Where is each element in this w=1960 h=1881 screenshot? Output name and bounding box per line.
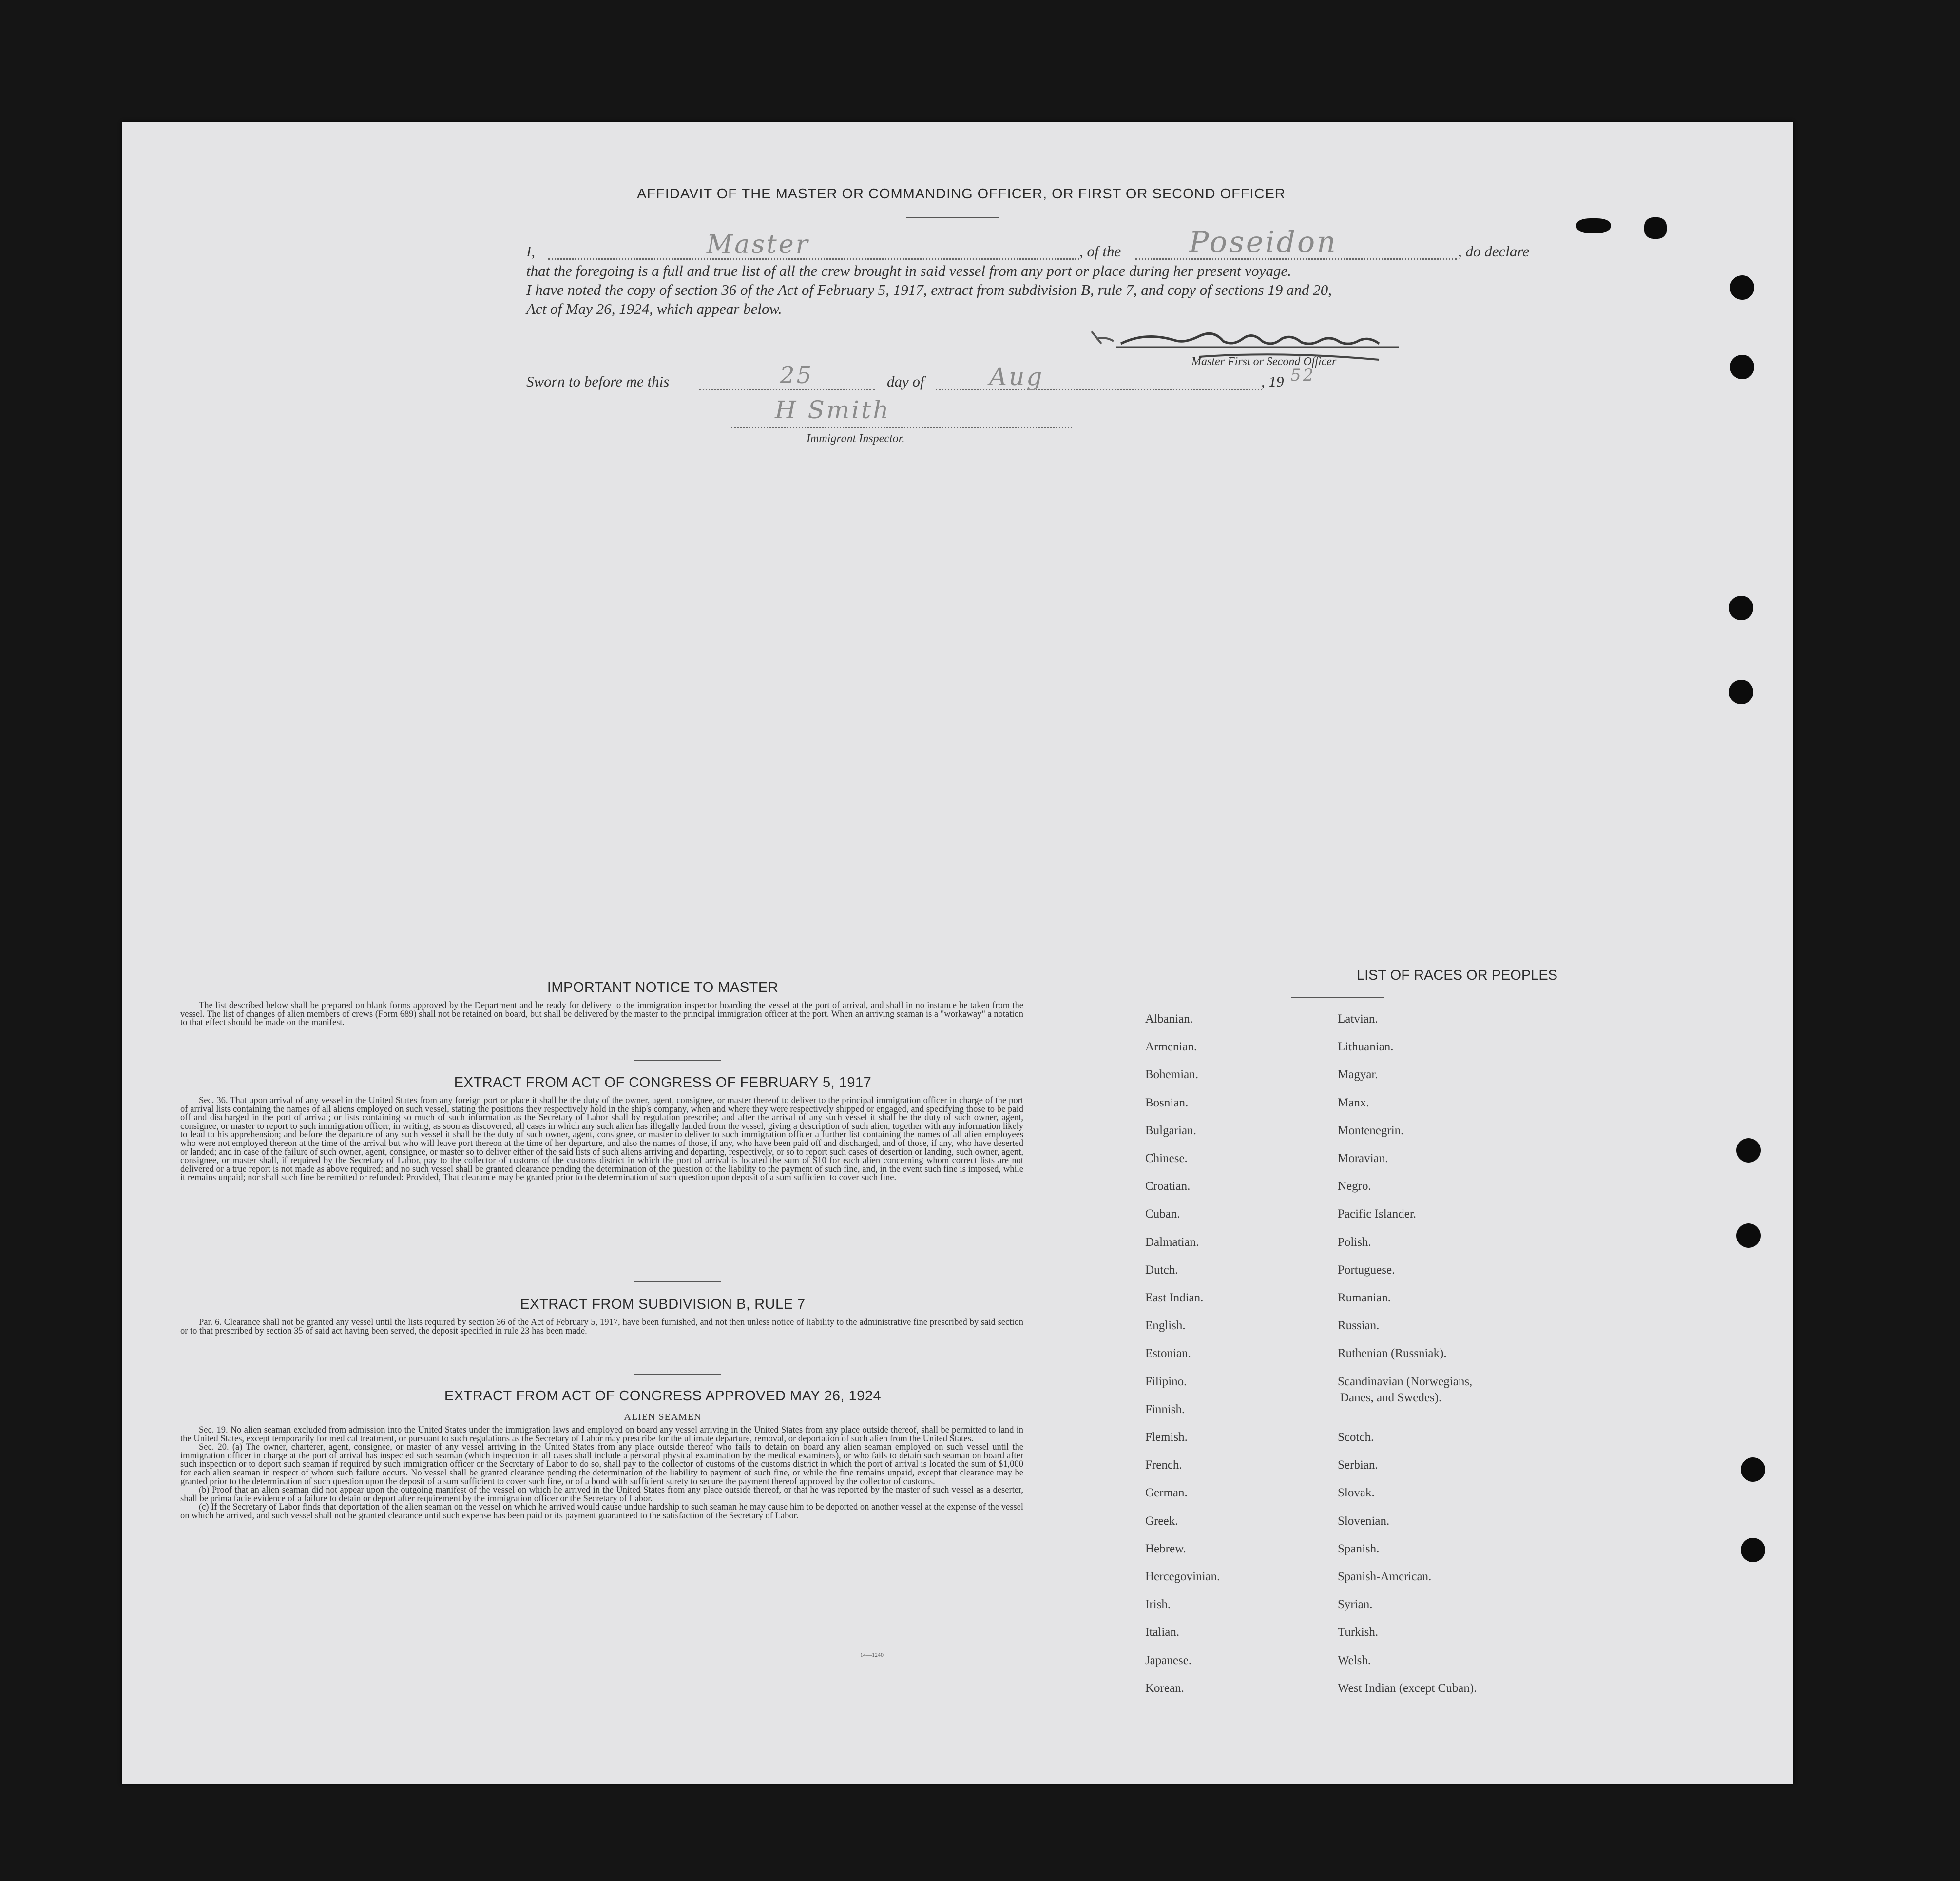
race-item: Greek. (1145, 1514, 1178, 1528)
inspector-caption: Immigrant Inspector. (807, 432, 905, 445)
sec20a-paragraph: Sec. 20. (a) The owner, charterer, agent, consignee, or master of any vessel arriving in the United States from any place outside thereof who fails to detain on board any alien seaman employed on such vessel until the immigration officer in charge at the port of arrival has inspected such seaman (which inspection in all cases shall include a personal physical examination by the medical examiners), or who fails to detain such seaman on board after such inspection or to deport such seaman if required by such immigration officer or the Secretary of Labor to do so, shall pay to the collector of customs of the customs district in which the port of arrival is located the sum of $1,000 for each alien seaman in respect of whom such failure occurs. No vessel shall be granted clearance pending the determination of the liability to payment of such fine, or while the fine remains unpaid, except that clearance may be granted prior to the determination of such question upon the deposit of a sum sufficient to cover such fine, or of a bond with sufficient surety to secure the payment thereof approved by the collector of customs. (180, 1442, 1023, 1487)
inspector-signature: H Smith (775, 396, 891, 424)
handwritten-month: Aug (989, 363, 1044, 391)
race-item: Slovak. (1338, 1486, 1375, 1499)
sworn-label: Sworn to before me this (526, 373, 670, 390)
race-item: Albanian. (1145, 1012, 1193, 1026)
punch-hole (1729, 596, 1753, 620)
extract-1917-body (180, 1097, 1023, 1183)
race-item: Bulgarian. (1145, 1124, 1196, 1137)
affidavit-line-4: Act of May 26, 1924, which appear below. (526, 300, 782, 317)
handwritten-vessel: Poseidon (1189, 225, 1338, 259)
race-item: German. (1145, 1486, 1188, 1499)
handwritten-rank: Master (707, 230, 810, 259)
race-item: Lithuanian. (1338, 1040, 1394, 1053)
sec20c-paragraph: (c) If the Secretary of Labor finds that deportation of the alien seaman on the vessel on which he arrived would cause undue hardship to such seaman he may cause him to be deported on another vessel at the expense of the vessel on which he arrived, and such vessel shall not be granted clearance until such expense has been paid or its payment guaranteed to the satisfaction of the Secretary of Labor. (180, 1502, 1023, 1521)
race-item: Hercegovinian. (1145, 1570, 1220, 1583)
race-item: East Indian. (1145, 1291, 1204, 1304)
extract-1924-title: EXTRACT FROM ACT OF CONGRESS APPROVED MAY 26, 1924 (444, 1388, 882, 1404)
notice-body (180, 1002, 1023, 1028)
inspector-blank-line (731, 427, 1072, 428)
race-item: Finnish. (1145, 1403, 1185, 1416)
race-item: Korean. (1145, 1682, 1184, 1695)
do-declare-label: , do declare (1458, 243, 1530, 260)
year-prefix: , 19 (1261, 373, 1284, 390)
race-item: Scandinavian (Norwegians, (1338, 1375, 1473, 1388)
race-item: Irish. (1145, 1598, 1171, 1611)
race-item: Rumanian. (1338, 1291, 1391, 1304)
races-title: LIST OF RACES OR PEOPLES (1356, 968, 1558, 983)
race-item: Pacific Islander. (1338, 1207, 1417, 1221)
punch-hole (1729, 680, 1753, 704)
punch-hole (1741, 1538, 1765, 1562)
race-item: Japanese. (1145, 1654, 1192, 1667)
sec20b-paragraph: (b) Proof that an alien seaman did not appear upon the outgoing manifest of the vessel on which he arrived in the United States from any place outside thereof, or that he was reported by the master of such vessel as a deserter, shall be prima facie evidence of a failure to detain or deport after requirement by the immigration officer or the Secretary of Labor. (180, 1485, 1023, 1504)
handwritten-year: 52 (1290, 366, 1316, 385)
race-item: West Indian (except Cuban). (1338, 1682, 1477, 1695)
race-item: Welsh. (1338, 1654, 1371, 1667)
race-item: Danes, and Swedes). (1340, 1391, 1442, 1404)
race-item: Cuban. (1145, 1207, 1180, 1221)
day-of-label: day of (887, 373, 924, 390)
extract-1917-title: EXTRACT FROM ACT OF CONGRESS OF FEBRUARY 5, 1917 (454, 1075, 872, 1090)
race-item: Turkish. (1338, 1626, 1379, 1639)
race-item: Moravian. (1338, 1152, 1388, 1165)
document-sheet (122, 122, 1793, 1784)
form-number: 14—1240 (860, 1651, 884, 1658)
rank-blank-line (548, 258, 1079, 260)
section-divider (634, 1281, 721, 1282)
punch-hole (1736, 1138, 1761, 1163)
race-item: Dalmatian. (1145, 1236, 1199, 1249)
ink-blot (1576, 218, 1611, 233)
race-item: Magyar. (1338, 1068, 1378, 1081)
race-item: Filipino. (1145, 1375, 1187, 1388)
race-item: Bosnian. (1145, 1096, 1189, 1109)
race-item: Portuguese. (1338, 1263, 1395, 1277)
alien-seamen-subtitle: ALIEN SEAMEN (624, 1412, 702, 1422)
race-item: Bohemian. (1145, 1068, 1199, 1081)
race-item: Chinese. (1145, 1152, 1188, 1165)
race-item: Polish. (1338, 1236, 1371, 1249)
ink-blot (1644, 217, 1667, 239)
race-item: Estonian. (1145, 1347, 1191, 1360)
handwritten-day: 25 (780, 362, 814, 389)
race-item: Syrian. (1338, 1598, 1373, 1611)
races-divider (1291, 997, 1384, 998)
of-the-label: , of the (1079, 243, 1121, 260)
section-divider (634, 1060, 721, 1061)
race-item: Armenian. (1145, 1040, 1197, 1053)
month-blank-line (936, 389, 1262, 390)
race-item: Latvian. (1338, 1012, 1378, 1026)
title-divider (906, 217, 999, 218)
day-blank-line (699, 389, 875, 390)
rule7-title: EXTRACT FROM SUBDIVISION B, RULE 7 (520, 1297, 806, 1312)
race-item: Spanish-American. (1338, 1570, 1432, 1583)
section-36-paragraph: Sec. 36. That upon arrival of any vessel in the United States from any foreign port or place it shall be the duty of the owner, agent, consignee, or master thereof to deliver to the principal immigration officer in charge of the port of arrival lists containing the names of all aliens employed on such vessel, stating the positions they respectively hold in the ship's company, when and where they were respectively shipped or engaged, and specifying those to be paid off and discharged in the port of arrival; or lists containing so much of such information as the Secretary of Labor shall by regulation prescribe; and after the arrival of any such vessel it shall be the duty of such owner, agent, consignee, or master to report to such immigration officer, in writing, as soon as discovered, all cases in which any such alien has illegally landed from the vessel, giving a description of such alien, together with any information likely to lead to his apprehension; and before the departure of any such vessel it shall be the duty of such owner, agent, consignee, or master to deliver to such immigration officer a further list containing the names of all alien employees who were not employed thereon at the time of the arrival but who will leave port thereon at the time of her departure, and also the names of those, if any, who have been paid off and discharged, and of those, if any, who have deserted or landed; and in case of the failure of such owner, agent, consignee, or master so to deliver either of the said lists of such aliens arriving and departing, respectively, or so to report such cases of desertion or landing, such owner, agent, consignee, or master shall, if required by the Secretary of Labor, pay to the collector of customs of the customs district in which the port of arrival is located the sum of $10 for each alien concerning whom correct lists are not delivered or a true report is not made as above required; and no such vessel shall be granted clearance pending the determination of the question of the liability to the payment of such fine, and, in the event such fine is imposed, while it remains unpaid; nor shall such fine be remitted or refunded: Provided, That clearance may be granted prior to the determination of such question upon deposit of a sum sufficient to cover such fine. (180, 1096, 1023, 1183)
race-item: Hebrew. (1145, 1542, 1186, 1555)
officer-caption: Master First or Second Officer (1191, 355, 1337, 368)
notice-paragraph: The list described below shall be prepared on blank forms approved by the Department and be ready for delivery to the immigration inspector boarding the vessel at the port of arrival, and shall in no instance be taken from the vessel. The list of changes of alien members of crews (Form 689) shall not be retained on board, but shall be delivered by the master to the principal immigration officer at the port. When an arriving seaman is a "workaway" a notation to that effect should be made on the manifest. (180, 1001, 1023, 1028)
punch-hole (1736, 1223, 1761, 1248)
race-item: Serbian. (1338, 1458, 1378, 1472)
punch-hole (1730, 275, 1754, 300)
affidavit-title: AFFIDAVIT OF THE MASTER OR COMMANDING OFFICER, OR FIRST OR SECOND OFFICER (637, 186, 1286, 202)
extract-1924-body (180, 1426, 1023, 1521)
race-item: Ruthenian (Russniak). (1338, 1347, 1447, 1360)
par6-paragraph: Par. 6. Clearance shall not be granted any vessel until the lists required by section 36 of the Act of February 5, 1917, have been furnished, and not then unless notice of liability to the administrative fine prescribed by said section or to that prescribed by section 35 of said act having been served, the deposit specified in rule 23 has been made. (180, 1318, 1023, 1336)
section-divider (634, 1374, 721, 1375)
sec19-paragraph: Sec. 19. No alien seaman excluded from admission into the United States under the immigration laws and employed on board any vessel arriving in the United States from any place outside thereof, shall be permitted to land in the United States, except temporarily for medical treatment, or pursuant to such regulations as the Secretary of Labor may prescribe for the ultimate departure, removal, or deportation of such alien from the United States. (180, 1425, 1023, 1444)
punch-hole (1741, 1457, 1765, 1482)
race-item: Spanish. (1338, 1542, 1380, 1555)
affidavit-i-label: I, (526, 243, 536, 260)
affidavit-line-3: I have noted the copy of section 36 of the Act of February 5, 1917, extract from subdivision B, rule 7, and copy of sections 19 and 20, (526, 281, 1332, 298)
race-item: Scotch. (1338, 1431, 1374, 1444)
race-item: Russian. (1338, 1319, 1380, 1332)
affidavit-line-2: that the foregoing is a full and true list of all the crew brought in said vessel from any port or place during her present voyage. (526, 262, 1291, 279)
race-item: Montenegrin. (1338, 1124, 1404, 1137)
race-item: Italian. (1145, 1626, 1180, 1639)
race-item: Negro. (1338, 1180, 1371, 1193)
punch-hole (1730, 355, 1754, 379)
race-item: Croatian. (1145, 1180, 1191, 1193)
race-item: Flemish. (1145, 1431, 1188, 1444)
notice-title: IMPORTANT NOTICE TO MASTER (547, 980, 779, 995)
race-item: English. (1145, 1319, 1186, 1332)
rule7-body (180, 1319, 1023, 1336)
race-item: Dutch. (1145, 1263, 1178, 1277)
race-item: Slovenian. (1338, 1514, 1390, 1528)
race-item: Manx. (1338, 1096, 1369, 1109)
race-item: French. (1145, 1458, 1182, 1472)
